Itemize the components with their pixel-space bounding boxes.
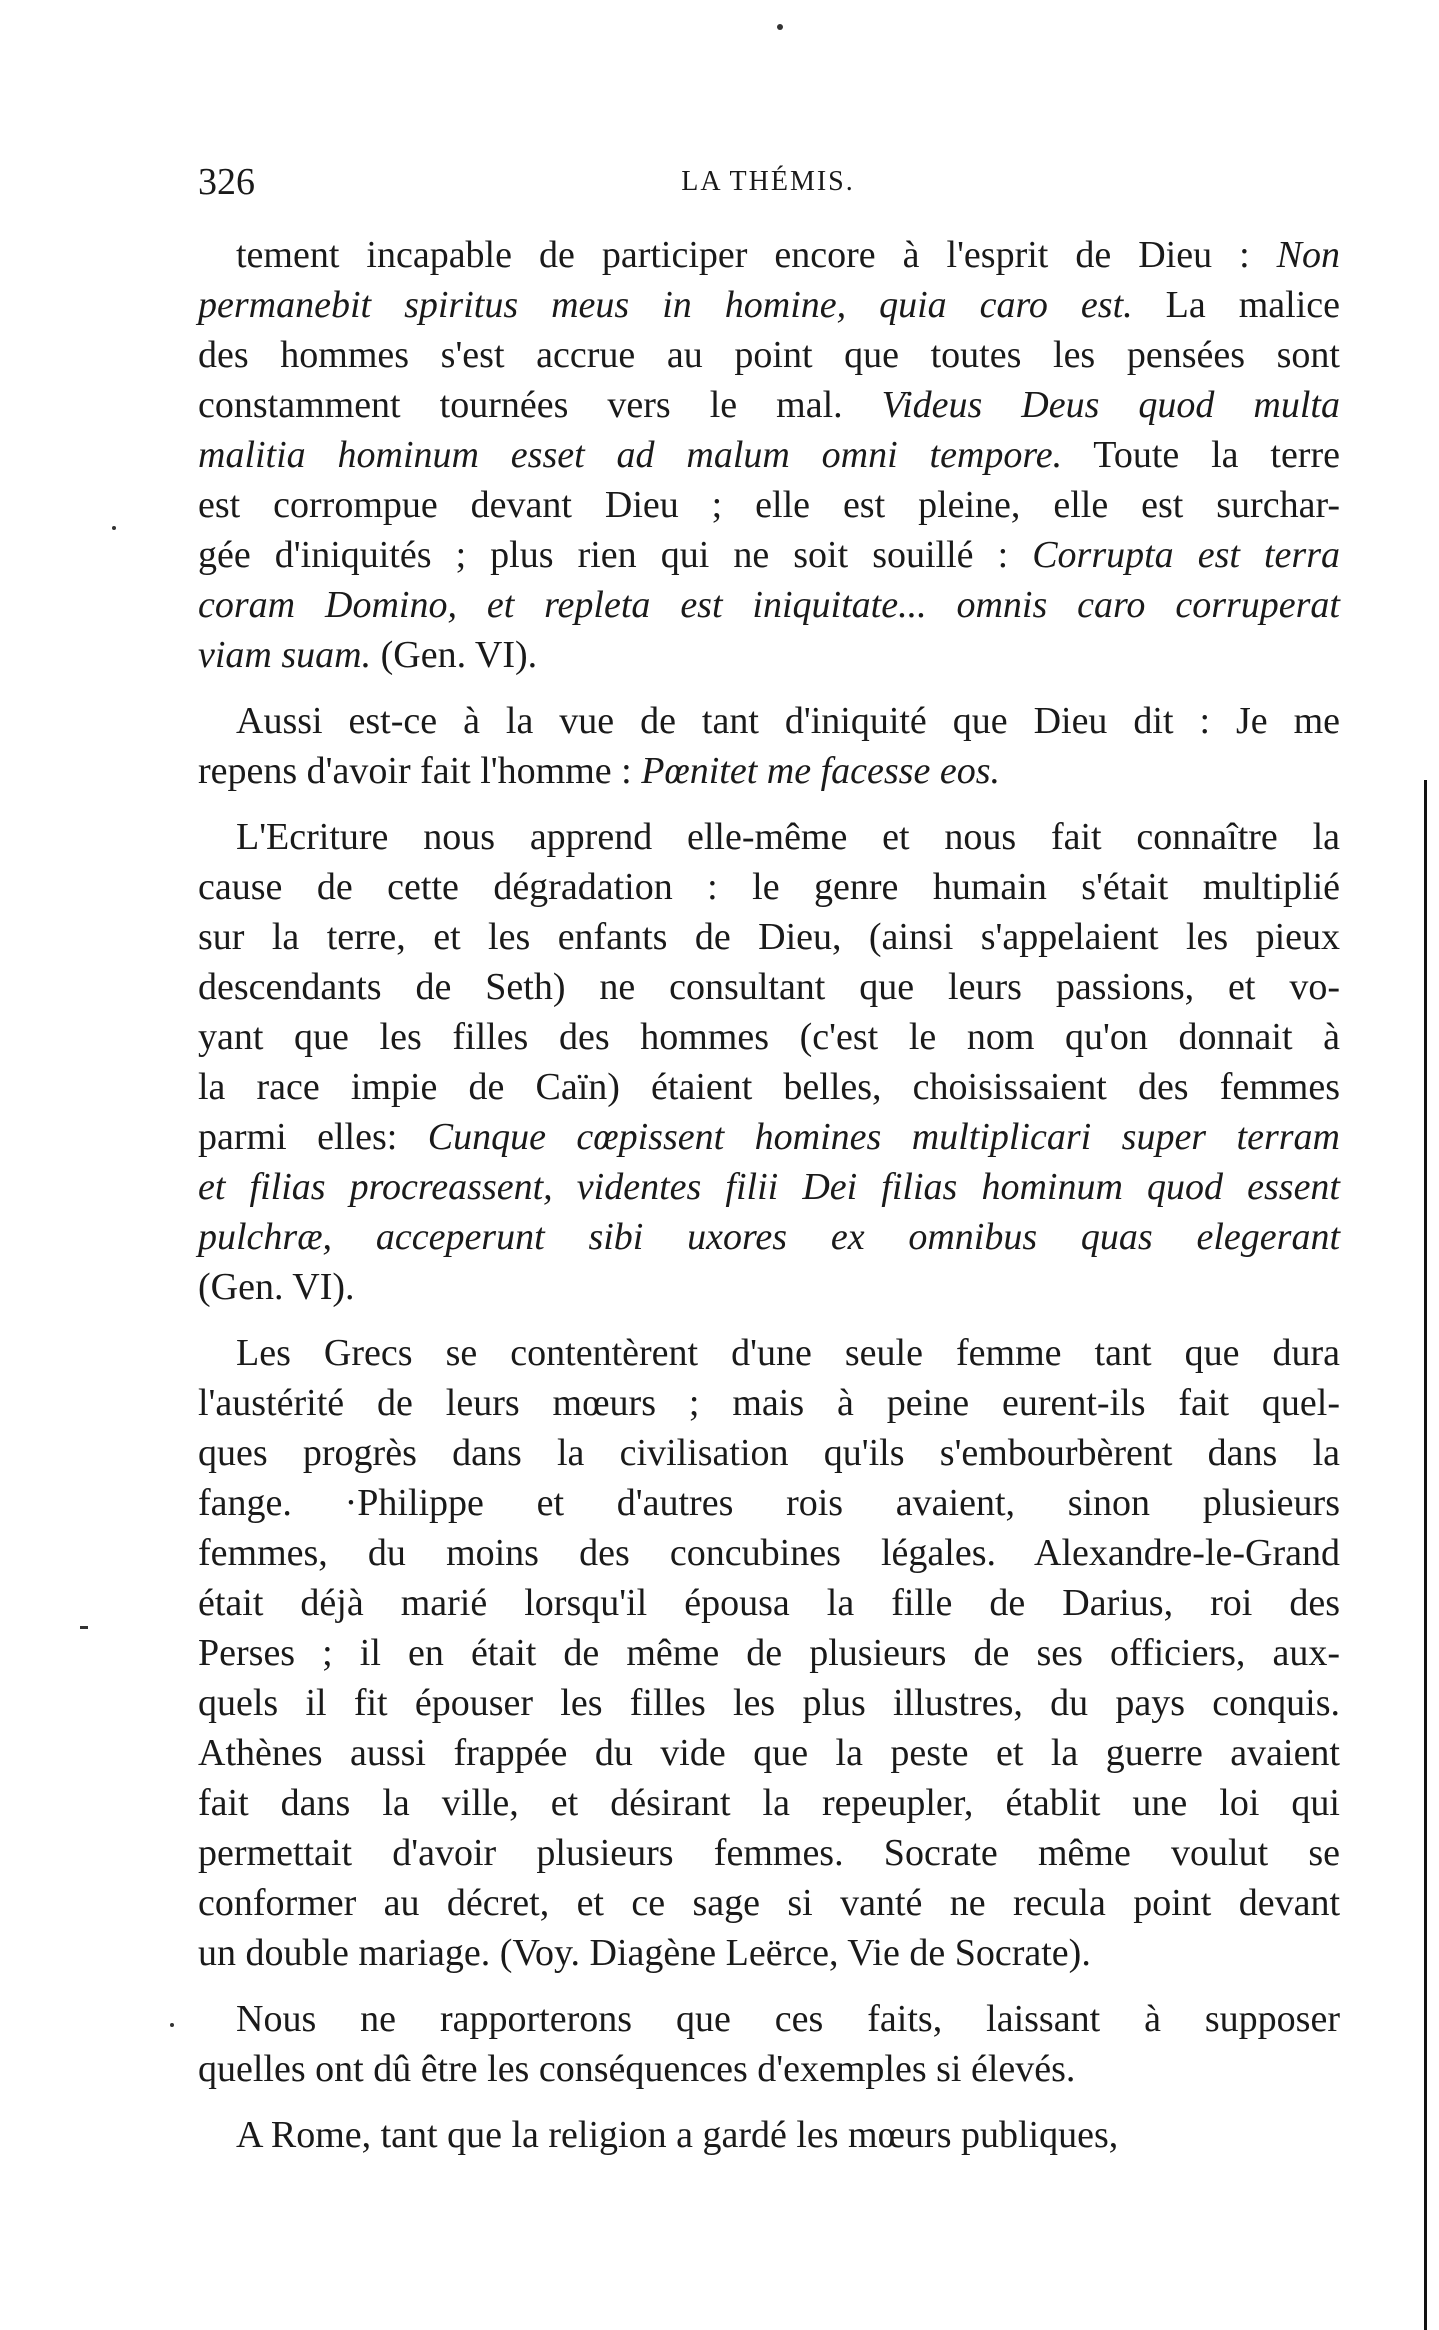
line-text: est corrompue devant Dieu ; elle est pleine, elle est surchar- bbox=[198, 484, 1340, 526]
latin-quote: permanebit spiritus meus in homine, quia caro est. bbox=[198, 284, 1133, 326]
line-text: Nous ne rapporterons que ces faits, laissant à supposer bbox=[236, 1998, 1340, 2040]
line-text: Les Grecs se contentèrent d'une seule femme tant que dura bbox=[236, 1332, 1340, 1374]
latin-quote: pulchræ, acceperunt sibi uxores ex omnibus quas elegerant bbox=[198, 1216, 1340, 1258]
line-text: Perses ; il en était de même de plusieurs de ses officiers, aux- bbox=[198, 1632, 1340, 1674]
margin-mark bbox=[170, 2023, 174, 2027]
line-text: quels il fit épouser les filles les plus illustres, du pays conquis. bbox=[198, 1682, 1340, 1724]
text-line bbox=[198, 330, 1340, 380]
line-text: (Gen. VI). bbox=[198, 1266, 355, 1308]
paragraph bbox=[198, 2110, 1340, 2160]
text-line bbox=[198, 1212, 1340, 1262]
text-line bbox=[198, 1678, 1340, 1728]
text-line bbox=[198, 430, 1340, 480]
latin-quote: Non bbox=[1276, 234, 1340, 276]
line-text: conformer au décret, et ce sage si vanté ne recula point devant bbox=[198, 1882, 1340, 1924]
line-text: fait dans la ville, et désirant la repeupler, établit une loi qui bbox=[198, 1782, 1340, 1824]
text-line bbox=[198, 1828, 1340, 1878]
latin-quote: Videus Deus quod multa bbox=[881, 384, 1340, 426]
text-line bbox=[198, 280, 1340, 330]
line-text: quelles ont dû être les conséquences d'exemples si élevés. bbox=[198, 2048, 1076, 2090]
text-line bbox=[198, 1428, 1340, 1478]
line-text: La malice bbox=[1132, 284, 1340, 326]
paragraph bbox=[198, 1328, 1340, 1978]
page-header bbox=[198, 160, 1338, 210]
line-text: Aussi est-ce à la vue de tant d'iniquité que Dieu dit : Je me bbox=[236, 700, 1340, 742]
paragraph bbox=[198, 1994, 1340, 2094]
text-line bbox=[198, 912, 1340, 962]
page-edge-line bbox=[1424, 780, 1427, 2330]
line-text: (Gen. VI). bbox=[371, 634, 538, 676]
latin-quote: malitia hominum esset ad malum omni tempore. bbox=[198, 434, 1063, 476]
text-line bbox=[198, 862, 1340, 912]
text-line bbox=[198, 1778, 1340, 1828]
page-number: 326 bbox=[198, 161, 255, 203]
paragraph bbox=[198, 696, 1340, 796]
line-text: cause de cette dégradation : le genre humain s'était multiplié bbox=[198, 866, 1340, 908]
line-text: tement incapable de participer encore à l'esprit de Dieu : bbox=[236, 234, 1277, 276]
text-line bbox=[198, 1062, 1340, 1112]
text-line bbox=[198, 1378, 1340, 1428]
text-line bbox=[198, 746, 1340, 796]
text-line bbox=[198, 1478, 1340, 1528]
margin-mark bbox=[80, 1626, 88, 1629]
line-text: sur la terre, et les enfants de Dieu, (ainsi s'appelaient les pieux bbox=[198, 916, 1340, 958]
text-line bbox=[198, 1012, 1340, 1062]
text-line bbox=[198, 1628, 1340, 1678]
running-title: LA THÉMIS. bbox=[681, 166, 855, 197]
line-text: un double mariage. (Voy. Diagène Leërce, Vie de Socrate). bbox=[198, 1932, 1091, 1974]
line-text: yant que les filles des hommes (c'est le nom qu'on donnait à bbox=[198, 1016, 1340, 1058]
text-line bbox=[198, 2110, 1340, 2160]
line-text: Athènes aussi frappée du vide que la peste et la guerre avaient bbox=[198, 1732, 1340, 1774]
latin-quote: Pœnitet me facesse eos. bbox=[641, 750, 1000, 792]
paragraph bbox=[198, 812, 1340, 1312]
line-text: parmi elles: bbox=[198, 1116, 428, 1158]
text-line bbox=[198, 962, 1340, 1012]
text-line bbox=[198, 1578, 1340, 1628]
line-text: repens d'avoir fait l'homme : bbox=[198, 750, 642, 792]
paragraph bbox=[198, 230, 1340, 680]
text-line bbox=[198, 1928, 1340, 1978]
text-line bbox=[198, 2044, 1340, 2094]
text-line bbox=[198, 480, 1340, 530]
line-text: des hommes s'est accrue au point que toutes les pensées sont bbox=[198, 334, 1340, 376]
line-text: l'austérité de leurs mœurs ; mais à peine eurent-ils fait quel- bbox=[198, 1382, 1340, 1424]
text-line bbox=[198, 1994, 1340, 2044]
latin-quote: Cunque cœpissent homines multiplicari super terram bbox=[427, 1116, 1340, 1158]
text-line bbox=[198, 1262, 1340, 1312]
text-line bbox=[198, 1528, 1340, 1578]
text-line bbox=[198, 580, 1340, 630]
line-text: constamment tournées vers le mal. bbox=[198, 384, 882, 426]
text-line bbox=[198, 1728, 1340, 1778]
text-line bbox=[198, 530, 1340, 580]
text-line bbox=[198, 230, 1340, 280]
latin-quote: viam suam. bbox=[198, 634, 372, 676]
line-text: ques progrès dans la civilisation qu'ils s'embourbèrent dans la bbox=[198, 1432, 1340, 1474]
text-line bbox=[198, 1162, 1340, 1212]
line-text: permettait d'avoir plusieurs femmes. Socrate même voulut se bbox=[198, 1832, 1340, 1874]
text-line bbox=[198, 380, 1340, 430]
text-line bbox=[198, 1328, 1340, 1378]
body-text bbox=[198, 230, 1340, 2160]
line-text: A Rome, tant que la religion a gardé les mœurs publiques, bbox=[236, 2114, 1119, 2156]
ink-speck bbox=[777, 24, 783, 30]
latin-quote: Corrupta est terra bbox=[1032, 534, 1340, 576]
line-text: la race impie de Caïn) étaient belles, choisissaient des femmes bbox=[198, 1066, 1340, 1108]
line-text: Toute la terre bbox=[1062, 434, 1340, 476]
line-text: fange. ·Philippe et d'autres rois avaient, sinon plusieurs bbox=[198, 1482, 1340, 1524]
text-line bbox=[198, 696, 1340, 746]
latin-quote: coram Domino, et repleta est iniquitate... omnis caro corruperat bbox=[198, 584, 1340, 626]
line-text: gée d'iniquités ; plus rien qui ne soit souillé : bbox=[198, 534, 1033, 576]
line-text: femmes, du moins des concubines légales. Alexandre-le-Grand bbox=[198, 1532, 1340, 1574]
latin-quote: et filias procreassent, videntes filii Dei filias hominum quod essent bbox=[198, 1166, 1340, 1208]
text-line bbox=[198, 1878, 1340, 1928]
line-text: L'Ecriture nous apprend elle-même et nous fait connaître la bbox=[236, 816, 1340, 858]
text-line bbox=[198, 812, 1340, 862]
line-text: était déjà marié lorsqu'il épousa la fille de Darius, roi des bbox=[198, 1582, 1340, 1624]
text-line bbox=[198, 1112, 1340, 1162]
margin-mark bbox=[112, 526, 116, 530]
line-text: descendants de Seth) ne consultant que leurs passions, et vo- bbox=[198, 966, 1340, 1008]
text-line bbox=[198, 630, 1340, 680]
